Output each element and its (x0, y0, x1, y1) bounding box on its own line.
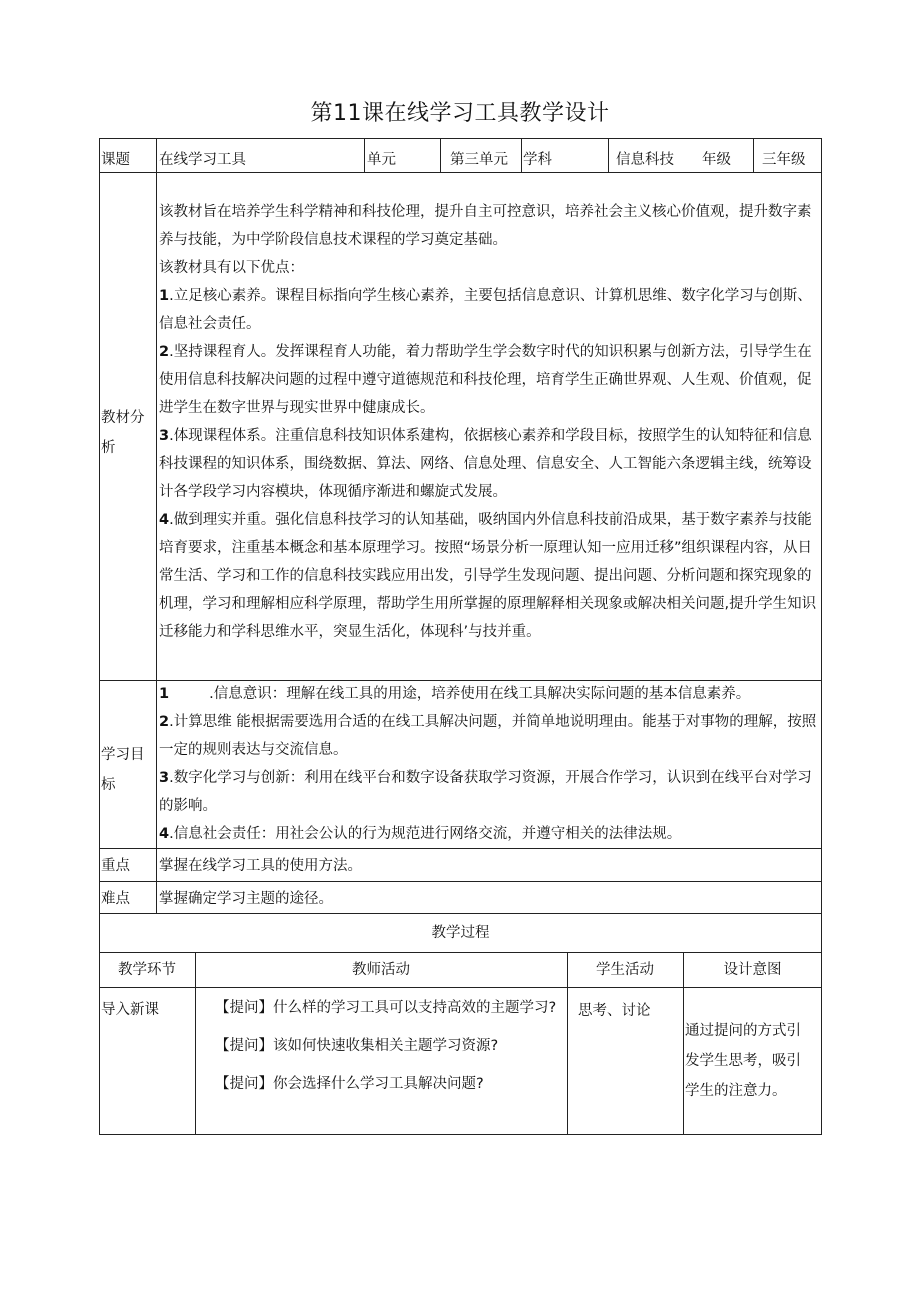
analysis-label: 教材分 析 (101, 410, 145, 456)
col-header-intent: 设计意图 (723, 962, 782, 978)
analysis-intro: 该教材旨在培养学生科学精神和科技伦理，提升自主可控意识，培养社会主义核心价值观，提升数字素养与技能，为中学阶段信息技术课程的学习奠定基础。 (159, 204, 812, 248)
col-header-stage: 教学环节 (118, 962, 176, 978)
col-header-teacher: 教师活动 (352, 962, 410, 978)
objective-item: 4.信息社会责任：用社会公认的行为规范进行网络交流，并遵守相关的法律法规。 (159, 826, 682, 842)
objective-item: 1 .信息意识：理解在线工具的用途，培养使用在线工具解决实际问题的基本信息素养。 (159, 686, 751, 702)
keti-label: 课题 (101, 152, 130, 168)
objectives-content (159, 680, 823, 847)
objective-item: 2.计算思维 能根据需要选用合适的在线工具解决问题，并简单地说明理由。能基于对事物的理解，按照一定的规则表达与交流信息。 (159, 714, 817, 758)
student-activity: 思考、讨论 (578, 1003, 651, 1019)
unit-value: 第三单元 (450, 152, 508, 168)
difficulty-label: 难点 (101, 891, 130, 907)
subject-value: 信息科技 (616, 152, 674, 168)
process-heading: 教学过程 (431, 925, 490, 941)
analysis-item: 3.体现课程体系。注重信息科技知识体系建构，依据核心素养和学段目标，按照学生的认知特征和信息科技课程的知识体系，围绕数据、算法、网络、信息处理、信息安全、人工智能六条逻辑主线，统筹设计各学段学习内容模块，体现循序渐进和螺旋式发展。 (159, 428, 812, 500)
teacher-activity: 【提问】什么样的学习工具可以支持高效的主题学习? 【提问】该如何快速收集相关主题学习资源? 【提问】你会选择什么学习工具解决问题? (215, 1000, 557, 1092)
analysis-item: 1.立足核心素养。课程目标指向学生核心素养，主要包括信息意识、计算机思维、数字化学习与创斯、信息社会责任。 (159, 288, 812, 332)
analysis-item: 2.坚持课程育人。发挥课程育人功能，着力帮助学生学会数字时代的知识积累与创新方法，引导学生在使用信息科技解决问题的过程中遵守道德规范和科技伦理，培育学生正确世界观、人生观、价值观，促进学生在数字世界与现实世界中健康成长。 (159, 344, 812, 416)
key-point-label: 重点 (101, 858, 130, 874)
col-header-student: 学生活动 (596, 962, 654, 978)
analysis-item: 4.做到理实并重。强化信息科技学习的认知基础，吸纳国内外信息科技前沿成果，基于数字素养与技能培育要求，注重基本概念和基本原理学习。按照“场景分析一原理认知一应用迁移”组织课程内容，从日常生活、学习和工作的信息科技实践应用出发，引导学生发现问题、提出问题、分析问题和探究现象的机理，学习和理解相应科学原理，帮助学生用所掌握的原理解释相关现象或解决相关问题,提升学生知识迁移能力和学科思维水平，突显生活化，体现科’与技并重。 (159, 512, 817, 640)
grade-value: 三年级 (762, 152, 806, 168)
objective-item: 3.数字化学习与创新：利用在线平台和数字设备获取学习资源，开展合作学习，认识到在线平台对学习的影响。 (159, 770, 812, 814)
subject-label: 学科 (523, 152, 552, 168)
page-title: 第11课在线学习工具教学设计 (310, 101, 610, 126)
objectives-label: 学习目 标 (101, 747, 145, 793)
analysis-content (159, 198, 823, 646)
key-point-text: 掌握在线学习工具的使用方法。 (159, 858, 362, 874)
keti-value: 在线学习工具 (159, 152, 246, 168)
difficulty-text: 掌握确定学习主题的途径。 (159, 891, 333, 907)
unit-label: 单元 (367, 152, 396, 168)
analysis-lead: 该教材具有以下优点： (159, 260, 304, 276)
design-intent: 通过提问的方式引发学生思考，吸引学生的注意力。 (685, 1023, 801, 1099)
stage-intro: 导入新课 (101, 1002, 159, 1018)
grade-label: 年级 (702, 152, 731, 168)
